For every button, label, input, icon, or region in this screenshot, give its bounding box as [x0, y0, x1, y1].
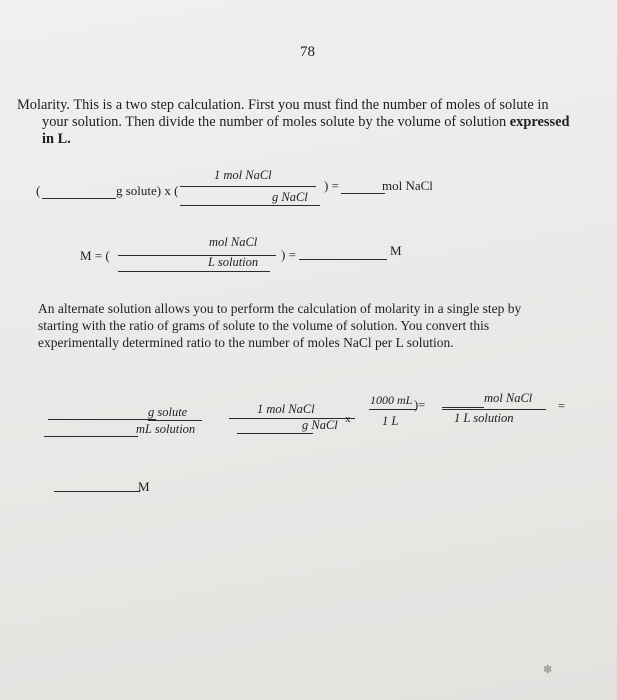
eq1-open-paren: (: [36, 183, 41, 198]
eq3-f2-denominator-blank[interactable]: [237, 433, 313, 434]
eq1-fraction-bar: [180, 186, 316, 187]
alternate-paragraph: [38, 300, 521, 351]
intro-line-1-text: This is a two step calculation. First you must find the number of moles of solute in: [70, 97, 549, 113]
alternate-line-1: An alternate solution allows you to perform the calculation of molarity in a single step by: [38, 301, 522, 316]
eq3-f4-blank[interactable]: [442, 407, 484, 408]
intro-emphasis: expressed: [509, 114, 570, 130]
eq3-f4-bar: [442, 409, 546, 410]
eq3-f3-numerator: 1000 mL: [370, 393, 413, 407]
alternate-line-2: starting with the ratio of grams of solute to the volume of solution. You convert this: [38, 318, 490, 333]
eq2-denominator: L solution: [208, 255, 259, 269]
eq3-f2-blank[interactable]: [229, 418, 255, 419]
eq3-f1-numerator: g solute: [148, 405, 188, 419]
eq1-denominator: g NaCl: [272, 190, 308, 204]
alternate-line-3: experimentally determined ratio to the number of moles NaCl per L solution.: [38, 335, 454, 350]
eq1-equals: ) =: [324, 178, 339, 193]
eq3-final-equals: =: [558, 399, 566, 413]
eq2-equals: ) =: [281, 247, 296, 262]
eq3-grams-blank[interactable]: [48, 419, 156, 420]
eq2-denominator-underline: [118, 271, 270, 272]
eq1-solute-label: g solute) x (: [116, 183, 179, 198]
eq3-times: x: [345, 413, 351, 425]
eq1-denominator-underline: [180, 205, 320, 206]
eq3-f3-bar: [369, 409, 417, 410]
eq3-f2-numerator: 1 mol NaCl: [257, 402, 315, 416]
eq3-f3-denominator: 1 L: [382, 414, 399, 428]
eq3-f4-denominator: 1 L solution: [454, 411, 514, 425]
intro-line-1: [17, 97, 569, 114]
final-molarity-blank[interactable]: [54, 491, 140, 492]
intro-line-2: [17, 114, 569, 131]
intro-line-3: [17, 131, 569, 148]
eq3-f1-denominator: mL solution: [136, 422, 196, 436]
intro-paragraph: [17, 97, 569, 148]
eq3-f2-denominator: g NaCl: [302, 418, 338, 432]
eq2-numerator: mol NaCl: [209, 235, 258, 249]
eq1-grams-blank[interactable]: [42, 198, 116, 199]
eq3-f4-numerator: mol NaCl: [484, 391, 533, 405]
eq2-lead: M = (: [80, 248, 110, 263]
eq2-result-blank[interactable]: [299, 259, 387, 260]
eq1-result-blank[interactable]: [341, 193, 385, 194]
page-number: 78: [300, 44, 315, 60]
intro-lead: Molarity.: [17, 97, 71, 113]
eq1-result-unit: mol NaCl: [382, 178, 433, 193]
page-smudge-mark: ✽: [543, 664, 553, 676]
final-molarity-unit: M: [138, 479, 150, 494]
intro-emphasis-unit: in L.: [42, 131, 71, 147]
eq3-f1-bar: [148, 420, 202, 421]
eq2-result-unit: M: [390, 243, 402, 258]
eq3-volume-blank[interactable]: [44, 436, 138, 437]
intro-line-2-text: your solution. Then divide the number of moles solute by the volume of solution: [42, 114, 510, 130]
eq3-equals: )=: [414, 398, 426, 412]
eq1-numerator: 1 mol NaCl: [214, 168, 272, 182]
